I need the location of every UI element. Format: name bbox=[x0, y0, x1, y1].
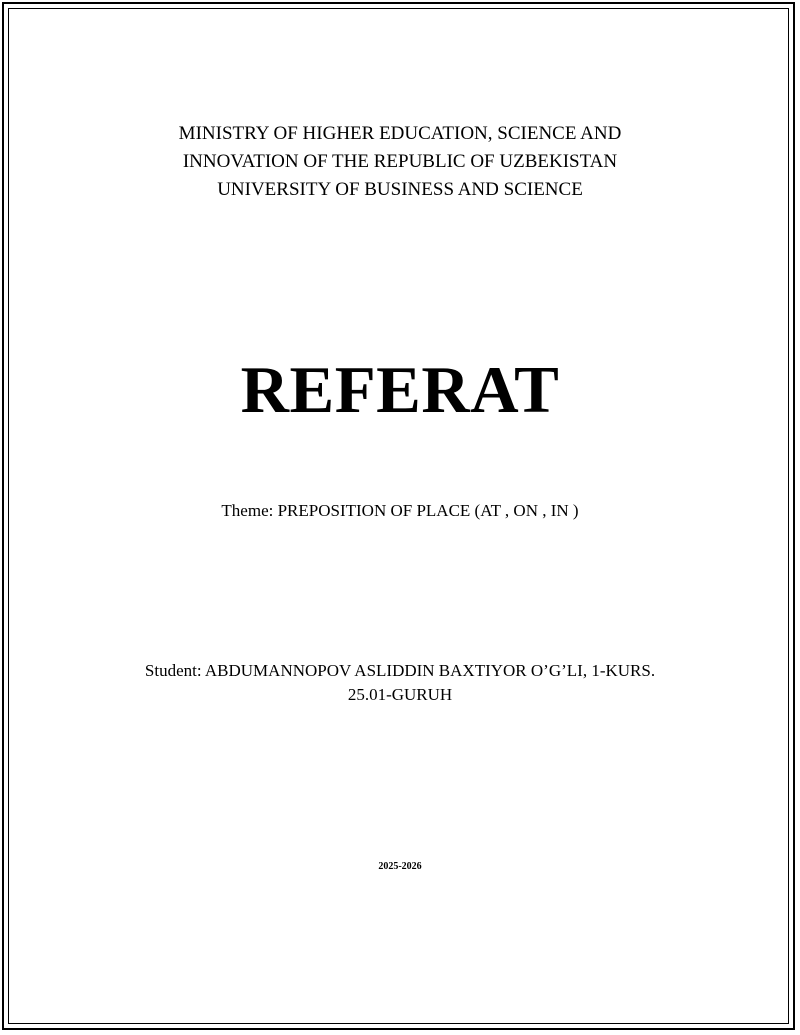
student-group-line: 25.01-GURUH bbox=[347, 685, 453, 704]
institution-header bbox=[0, 120, 800, 204]
header-line-republic: INNOVATION OF THE REPUBLIC OF UZBEKISTAN bbox=[182, 151, 618, 172]
student-info bbox=[0, 659, 800, 707]
header-line-ministry: MINISTRY OF HIGHER EDUCATION, SCIENCE AND bbox=[178, 123, 622, 144]
academic-years: 2025-2026 bbox=[378, 861, 422, 872]
document-title: REFERAT bbox=[240, 353, 560, 427]
student-name-line: Student: ABDUMANNOPOV ASLIDDIN BAXTIYOR O’G’LI, 1-KURS. bbox=[144, 661, 656, 680]
header-line-university: UNIVERSITY OF BUSINESS AND SCIENCE bbox=[217, 179, 583, 200]
document-theme: Theme: PREPOSITION OF PLACE (AT , ON , IN ) bbox=[221, 501, 579, 520]
